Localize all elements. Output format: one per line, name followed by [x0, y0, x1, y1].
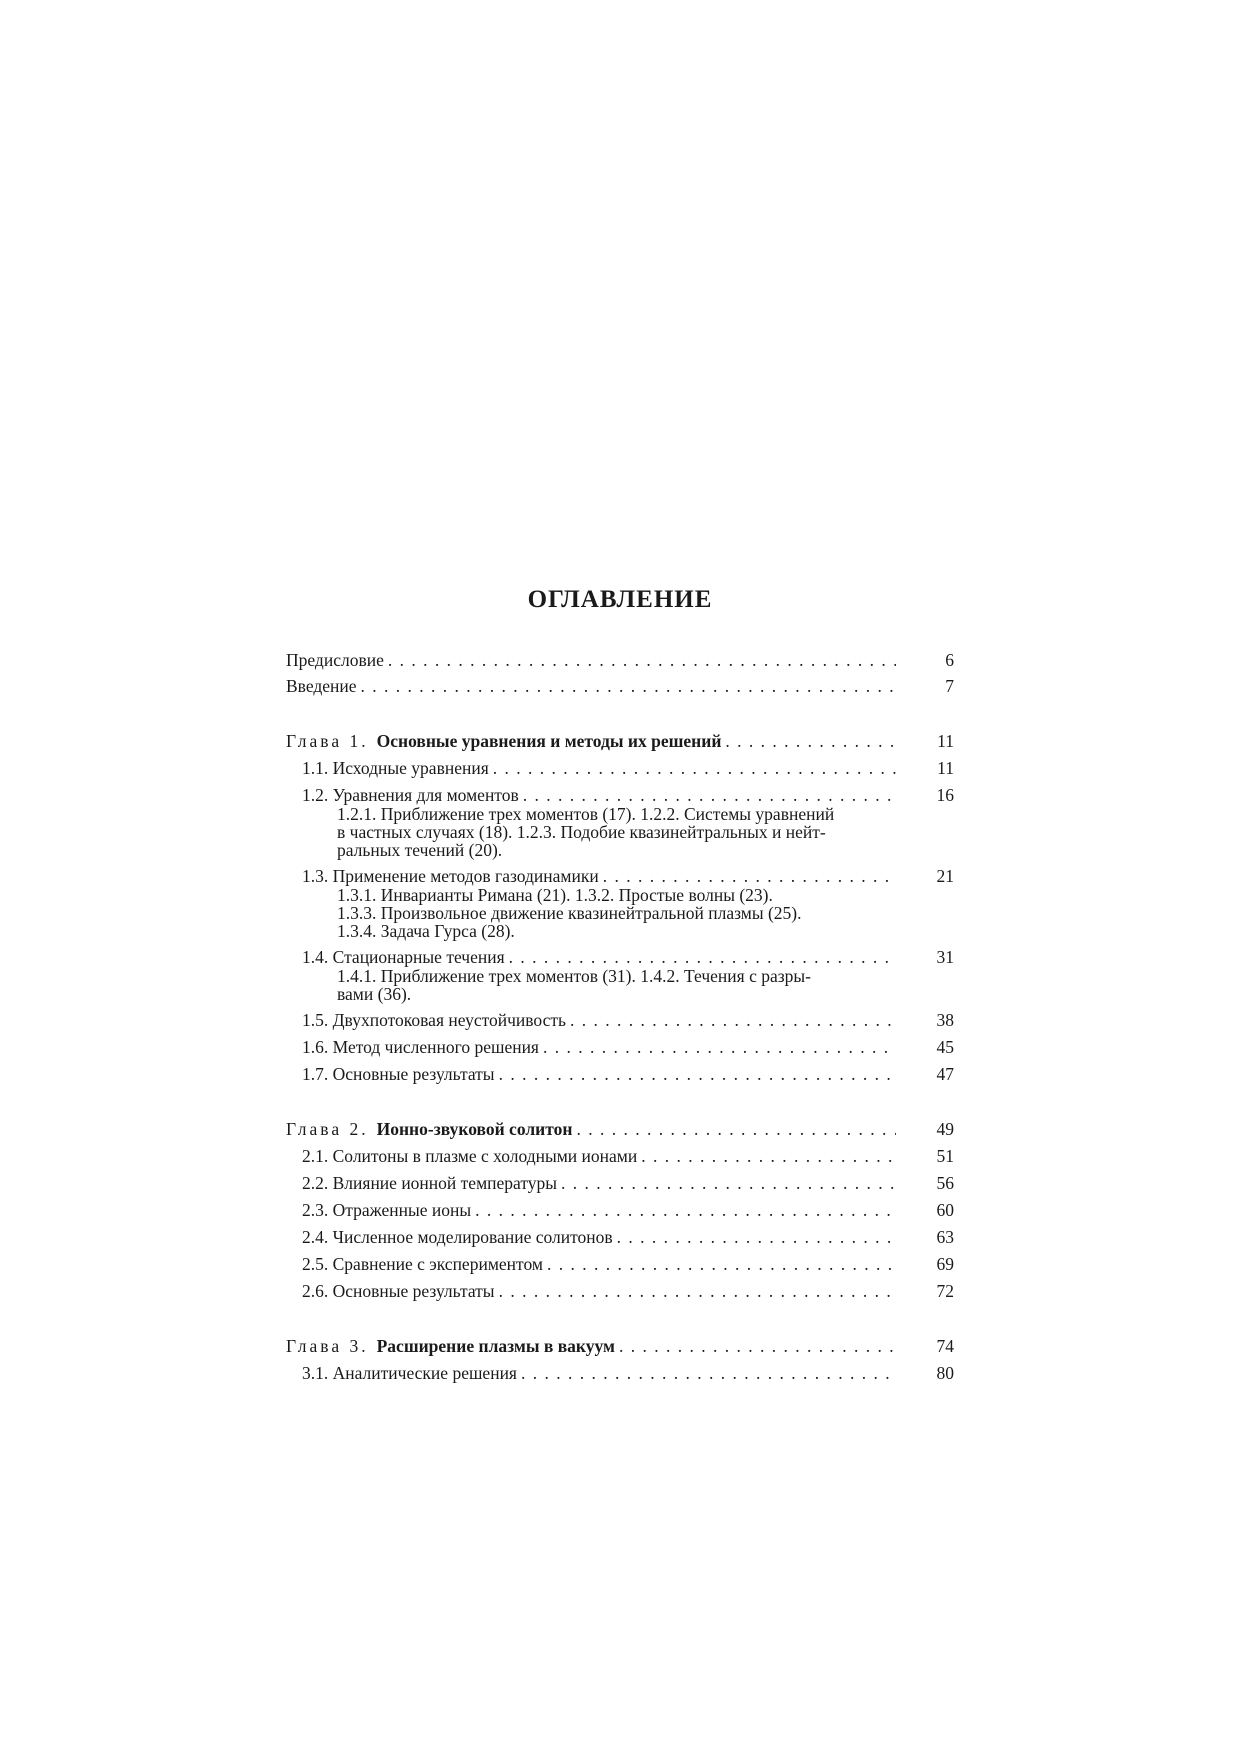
chapter-heading — [286, 1336, 615, 1356]
toc-page-number: 72 — [936, 1281, 954, 1301]
toc-entry-label: 1.7. Основные результаты — [302, 1064, 495, 1084]
toc-section-2-1[interactable] — [302, 1146, 954, 1166]
toc-section-1-7[interactable] — [302, 1064, 954, 1084]
leader-dots — [493, 758, 896, 778]
toc-page-number: 31 — [936, 947, 954, 967]
toc-page-number: 47 — [936, 1064, 954, 1084]
leader-dots — [576, 1119, 896, 1139]
chapter-number: Глава 3. — [286, 1336, 369, 1356]
toc-page-number: 11 — [937, 731, 954, 751]
chapter-number: Глава 2. — [286, 1119, 369, 1139]
chapter-title: Расширение плазмы в вакуум — [376, 1336, 615, 1356]
toc-page-number: 21 — [936, 866, 954, 886]
subsection-line: 1.3.3. Произвольное движение квазинейтральной плазмы (25). — [337, 903, 802, 923]
toc-page-number: 7 — [945, 676, 954, 696]
leader-dots — [475, 1200, 896, 1220]
toc-entry-label: 2.1. Солитоны в плазме с холодными ионами — [302, 1146, 638, 1166]
toc-section-1-2[interactable] — [302, 785, 954, 805]
leader-dots — [725, 731, 896, 751]
toc-entry-label: Введение — [286, 676, 357, 696]
leader-dots — [603, 866, 896, 886]
leader-dots — [521, 1363, 896, 1383]
toc-page-number: 49 — [936, 1119, 954, 1139]
toc-entry-label: 1.1. Исходные уравнения — [302, 758, 489, 778]
toc-section-1-1[interactable] — [302, 758, 954, 778]
toc-page-number: 6 — [945, 650, 954, 670]
chapter-heading — [286, 731, 721, 751]
toc-entry-label: 1.3. Применение методов газодинамики — [302, 866, 599, 886]
toc-page-number: 80 — [936, 1363, 954, 1383]
toc-section-1-3[interactable] — [302, 866, 954, 886]
toc-page-number: 38 — [936, 1010, 954, 1030]
toc-page-number: 60 — [936, 1200, 954, 1220]
toc-section-2-3[interactable] — [302, 1200, 954, 1220]
subsection-line: 1.3.4. Задача Гурса (28). — [337, 921, 515, 941]
toc-entry-label: 1.2. Уравнения для моментов — [302, 785, 519, 805]
leader-dots — [388, 650, 896, 670]
toc-section-1-6[interactable] — [302, 1037, 954, 1057]
toc-page-number: 56 — [936, 1173, 954, 1193]
toc-entry-label: 1.6. Метод численного решения — [302, 1037, 539, 1057]
toc-chapter-1[interactable] — [286, 731, 954, 751]
leader-dots — [499, 1064, 896, 1084]
chapter-number: Глава 1. — [286, 731, 369, 751]
toc-page-number: 11 — [937, 758, 954, 778]
subsection-line: 1.3.1. Инварианты Римана (21). 1.3.2. Простые волны (23). — [337, 885, 773, 905]
toc-chapter-2[interactable] — [286, 1119, 954, 1139]
toc-entry-label: Предисловие — [286, 650, 384, 670]
subsection-line: 1.2.1. Приближение трех моментов (17). 1.2.2. Системы уравнений — [337, 804, 835, 824]
toc-entry-label: 2.4. Численное моделирование солитонов — [302, 1227, 613, 1247]
toc-entry-label: 1.4. Стационарные течения — [302, 947, 505, 967]
toc-entry-label: 2.3. Отраженные ионы — [302, 1200, 472, 1220]
toc-entry-label: 2.6. Основные результаты — [302, 1281, 495, 1301]
subsection-line: ральных течений (20). — [337, 840, 503, 860]
leader-dots — [570, 1010, 896, 1030]
toc-entry-label: 2.2. Влияние ионной температуры — [302, 1173, 558, 1193]
subsection-list — [337, 967, 898, 1003]
leader-dots — [641, 1146, 896, 1166]
toc-section-1-4[interactable] — [302, 947, 954, 967]
toc-page-number: 69 — [936, 1254, 954, 1274]
toc-section-1-5[interactable] — [302, 1010, 954, 1030]
chapter-title: Основные уравнения и методы их решений — [376, 731, 722, 751]
subsection-list — [337, 886, 898, 940]
page-title: ОГЛАВЛЕНИЕ — [527, 586, 713, 613]
subsection-line: 1.4.1. Приближение трех моментов (31). 1.4.2. Течения с разры- — [337, 966, 811, 986]
toc-page-number: 51 — [936, 1146, 954, 1166]
leader-dots — [499, 1281, 896, 1301]
toc-section-2-2[interactable] — [302, 1173, 954, 1193]
subsection-list — [337, 805, 898, 859]
toc-page-number: 63 — [936, 1227, 954, 1247]
leader-dots — [523, 785, 896, 805]
leader-dots — [547, 1254, 896, 1274]
toc-entry-label: 1.5. Двухпотоковая неустойчивость — [302, 1010, 567, 1030]
toc-page-number: 74 — [936, 1336, 954, 1356]
leader-dots — [361, 676, 896, 696]
toc-entry-label: 2.5. Сравнение с экспериментом — [302, 1254, 543, 1274]
toc-section-2-6[interactable] — [302, 1281, 954, 1301]
toc-page-number: 16 — [936, 785, 954, 805]
chapter-title: Ионно-звуковой солитон — [376, 1119, 573, 1139]
leader-dots — [561, 1173, 896, 1193]
chapter-heading — [286, 1119, 572, 1139]
toc-section-2-4[interactable] — [302, 1227, 954, 1247]
toc-entry-label: 3.1. Аналитические решения — [302, 1363, 517, 1383]
leader-dots — [617, 1227, 896, 1247]
subsection-line: вами (36). — [337, 984, 412, 1004]
leader-dots — [509, 947, 896, 967]
leader-dots — [543, 1037, 896, 1057]
toc-page-number: 45 — [936, 1037, 954, 1057]
toc-entry-introduction[interactable] — [286, 676, 954, 696]
toc-section-3-1[interactable] — [302, 1363, 954, 1383]
toc-section-2-5[interactable] — [302, 1254, 954, 1274]
subsection-line: в частных случаях (18). 1.2.3. Подобие квазинейтральных и нейт- — [337, 822, 826, 842]
toc-entry-preface[interactable] — [286, 650, 954, 670]
leader-dots — [619, 1336, 896, 1356]
toc-chapter-3[interactable] — [286, 1336, 954, 1356]
table-of-contents — [286, 650, 954, 1390]
